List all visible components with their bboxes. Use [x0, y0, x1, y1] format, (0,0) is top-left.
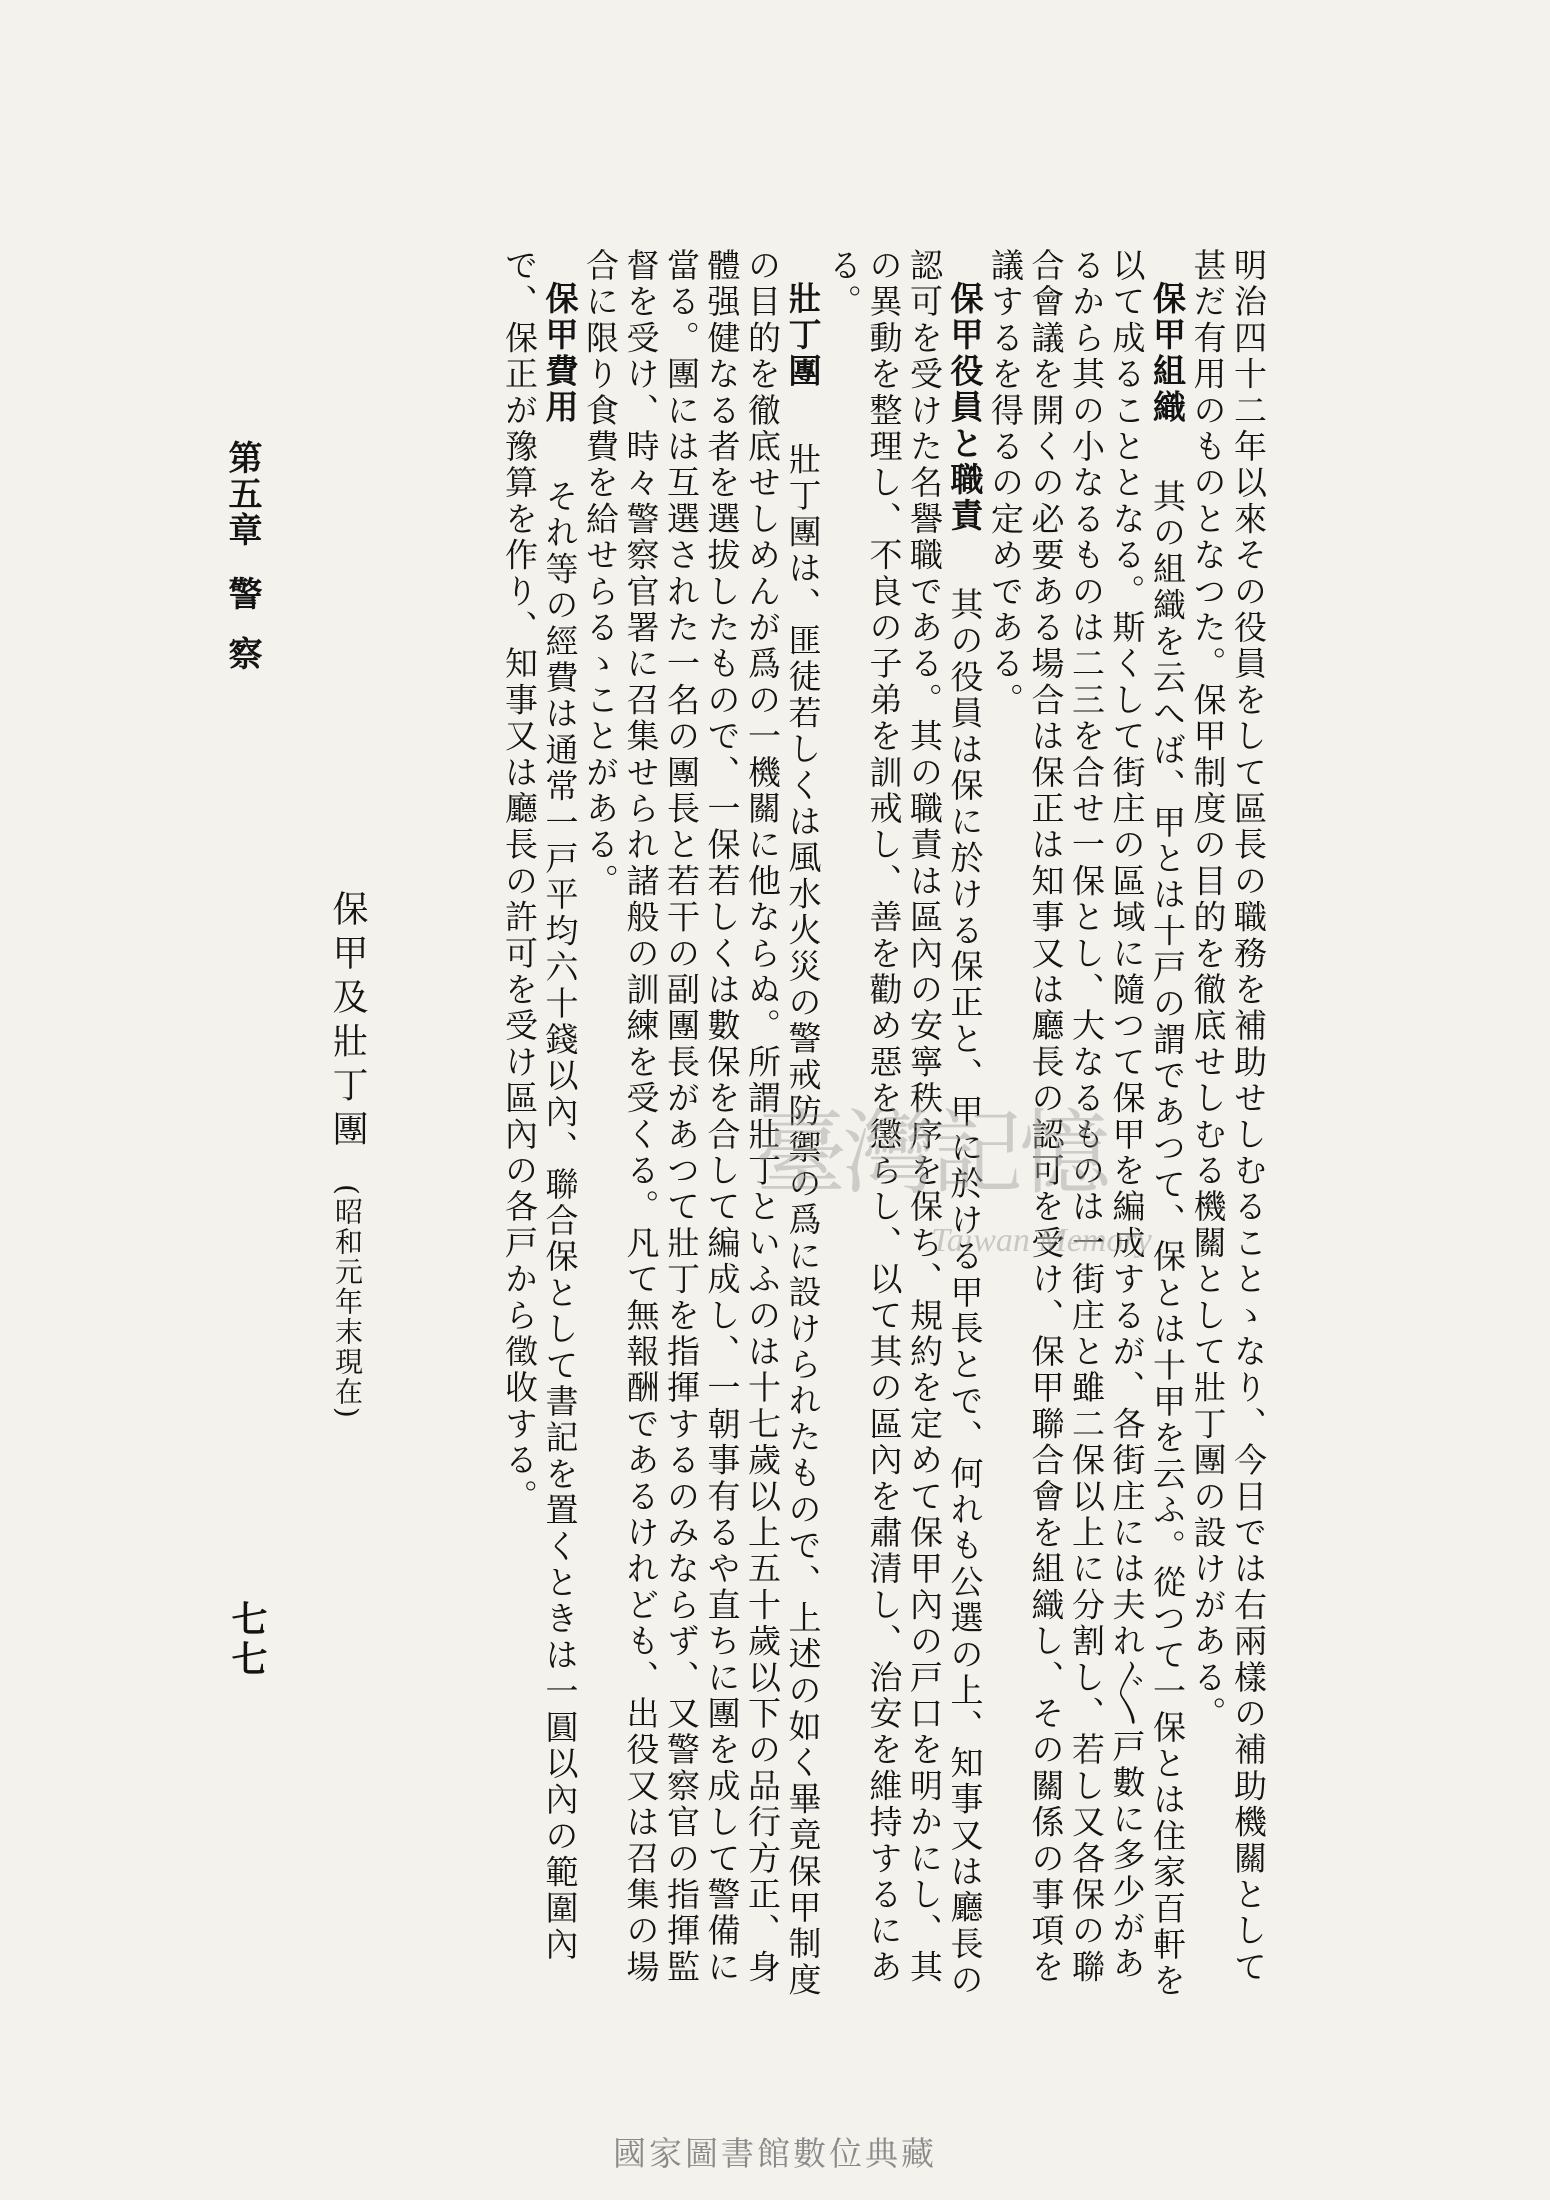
- watermark-logo: [755, 1080, 1152, 1280]
- paragraph-hoko-expenses-text: それ等の經費は通常一戸平均六十錢以內、聯合保として書記を置くときは一圓以內の範圍內で、保正が豫算を作り、知事又は廳長の許可を受け區內の各戸から徵收する。: [500, 248, 580, 1963]
- paragraph-hoko-organization-text: 其の組織を云へば、甲とは十戸の謂であつて、保とは十甲を云ふ。從つて一保とは住家百軒を以て成ることとなる。斯くして街庄の區域に隨つて保甲を編成するが、各街庄には夫れ〴〵戸數に多少があるから其の小なるものは二三を合せ一保とし、大なるものは一街庄と雖二保以上に分割し、若し又各保の聯合會議を開くの必要ある場合は保正は知事又は廳長の認可を受け、保甲聯合會を組織し、その關係の事項を議するを得るの定めである。: [986, 248, 1187, 1999]
- chapter-name: 警察: [222, 576, 262, 696]
- paragraph-hoko-officers-text: 其の役員は保に於ける保正と、甲に於ける甲長とで、何れも公選の上、知事又は廳長の認可を受けた名譽職である。其の職責は區內の安寧秩序を保ち、規約を定めて保甲內の戸口を明かにし、其の異動を整理し、不良の子弟を訓戒し、善を勸め惡を懲らし、以て其の區內を肅清し、治安を維持するにある。: [824, 248, 985, 1999]
- watermark-text: 臺灣記憶: [755, 1100, 1108, 1207]
- watermark-subtext: Taiwan Memory: [931, 1222, 1152, 1259]
- page-number: 七七: [226, 1600, 268, 1680]
- footer-credit: 國家圖書館數位典藏: [613, 2134, 937, 2173]
- paragraph-intro: [1187, 248, 1268, 2008]
- heading-hoko-expenses: 保甲費用: [540, 281, 580, 426]
- paragraph-sotei-dan-text: 壯丁團は、匪徒若しくは風水火災の警戒防禦の爲に設けられたもので、上述の如く畢竟保甲制度の目的を徹底せしめんが爲の一機關に他ならぬ。所謂壯丁といふのは十七歲以上五十歲以下の品行方正、身體强健なる者を選拔したもので、一保若しくは數保を合して編成し、一朝事有るや直ちに團を成して警備に當る。團には互選された一名の團長と若干の副團長があつて壯丁を指揮するのみならず、又警察官の指揮監督を受け、時々警察官署に召集せられ諸般の訓練を受くる。凡て無報酬であるけれども、出役又は召集の場合に限り食費を給せらるゝことがある。: [581, 248, 823, 1999]
- heading-sotei-dan: 壯丁團: [783, 281, 823, 390]
- section-title-main: 保甲及壯丁團: [327, 890, 368, 1154]
- section-title-sub: (昭和元年末現在): [331, 1184, 364, 1420]
- paragraph-hoko-expenses: [499, 248, 580, 2008]
- running-header: [218, 440, 267, 696]
- section-title: [322, 890, 373, 1420]
- chapter-number: 第五章: [222, 440, 262, 548]
- heading-hoko-organization: 保甲組織: [1148, 281, 1187, 426]
- paragraph-intro-text: 明治四十二年以來その役員をして區長の職務を補助せしむることゝなり、今日では右兩樣の補助機關として甚だ有用のものとなつた。保甲制度の目的を徹底せしむる機關として壯丁團の設けがある。: [1188, 248, 1268, 1986]
- heading-hoko-officers: 保甲役員と職責: [945, 281, 985, 535]
